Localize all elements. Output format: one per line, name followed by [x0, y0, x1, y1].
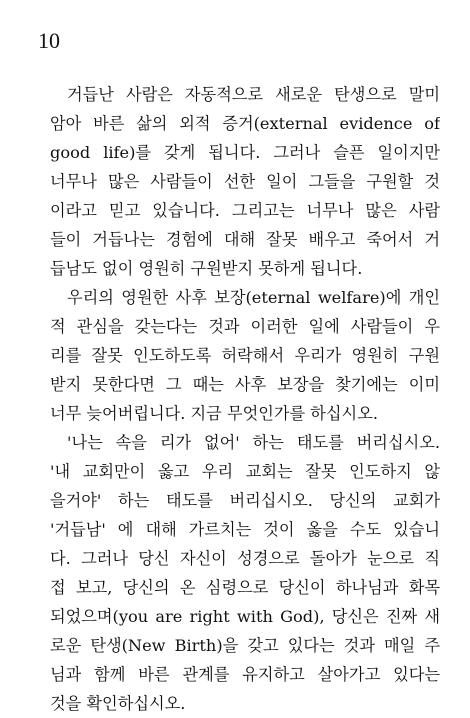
- text-line: 너무나 많은 사람들이 선한 일이 그들을 구원할 것: [50, 172, 440, 191]
- text-line: good life)를 갖게 됩니다. 그러나 슬픈 일이지만: [50, 143, 440, 162]
- paragraph-3: [50, 428, 440, 718]
- body-text: [50, 80, 440, 718]
- text-line: 님과 함께 바른 관계를 유지하고 살아가고 있다는: [50, 665, 440, 684]
- page-number: 10: [38, 28, 60, 53]
- text-line: 우리의 영원한 사후 보장(eternal welfare)에 개인: [67, 288, 440, 307]
- text-line: 이라고 믿고 있습니다. 그리고는 너무나 많은 사람: [50, 201, 440, 220]
- paragraph-2: [50, 283, 440, 428]
- text-line: 되었으며(you are right with God), 당신은 진짜 새: [50, 607, 440, 626]
- text-line: 암아 바른 삶의 외적 증거(external evidence of: [50, 114, 440, 133]
- text-line: 접 보고, 당신의 온 심령으로 당신이 하나님과 화목: [50, 578, 440, 597]
- text-line: '거듭남' 에 대해 가르치는 것이 옳을 수도 있습니: [50, 520, 440, 539]
- text-line: 것을 확인하십시오.: [50, 694, 186, 713]
- text-line: 들이 거듭나는 경험에 대해 잘못 배우고 죽어서 거: [50, 230, 440, 249]
- text-line: 로운 탄생(New Birth)을 갖고 있다는 것과 매일 주: [50, 636, 440, 655]
- text-line: 다. 그러나 당신 자신이 성경으로 돌아가 눈으로 직: [50, 549, 440, 568]
- text-line: 듭남도 없이 영원히 구원받지 못하게 됩니다.: [50, 259, 363, 278]
- text-line: 리를 잘못 인도하도록 허락해서 우리가 영원히 구원: [50, 346, 440, 365]
- text-line: '내 교회만이 옳고 우리 교회는 잘못 인도하지 않: [50, 462, 440, 481]
- text-line: 적 관심을 갖는다는 것과 이러한 일에 사람들이 우: [50, 317, 440, 336]
- text-line: 받지 못한다면 그 때는 사후 보장을 찾기에는 이미: [50, 375, 440, 394]
- text-line: '나는 속을 리가 없어' 하는 태도를 버리십시오.: [67, 433, 440, 452]
- text-line: 너무 늦어버립니다. 지금 무엇인가를 하십시오.: [50, 404, 378, 423]
- text-line: 을거야' 하는 태도를 버리십시오. 당신의 교회가: [50, 491, 440, 510]
- text-line: 거듭난 사람은 자동적으로 새로운 탄생으로 말미: [67, 85, 440, 104]
- paragraph-1: [50, 80, 440, 283]
